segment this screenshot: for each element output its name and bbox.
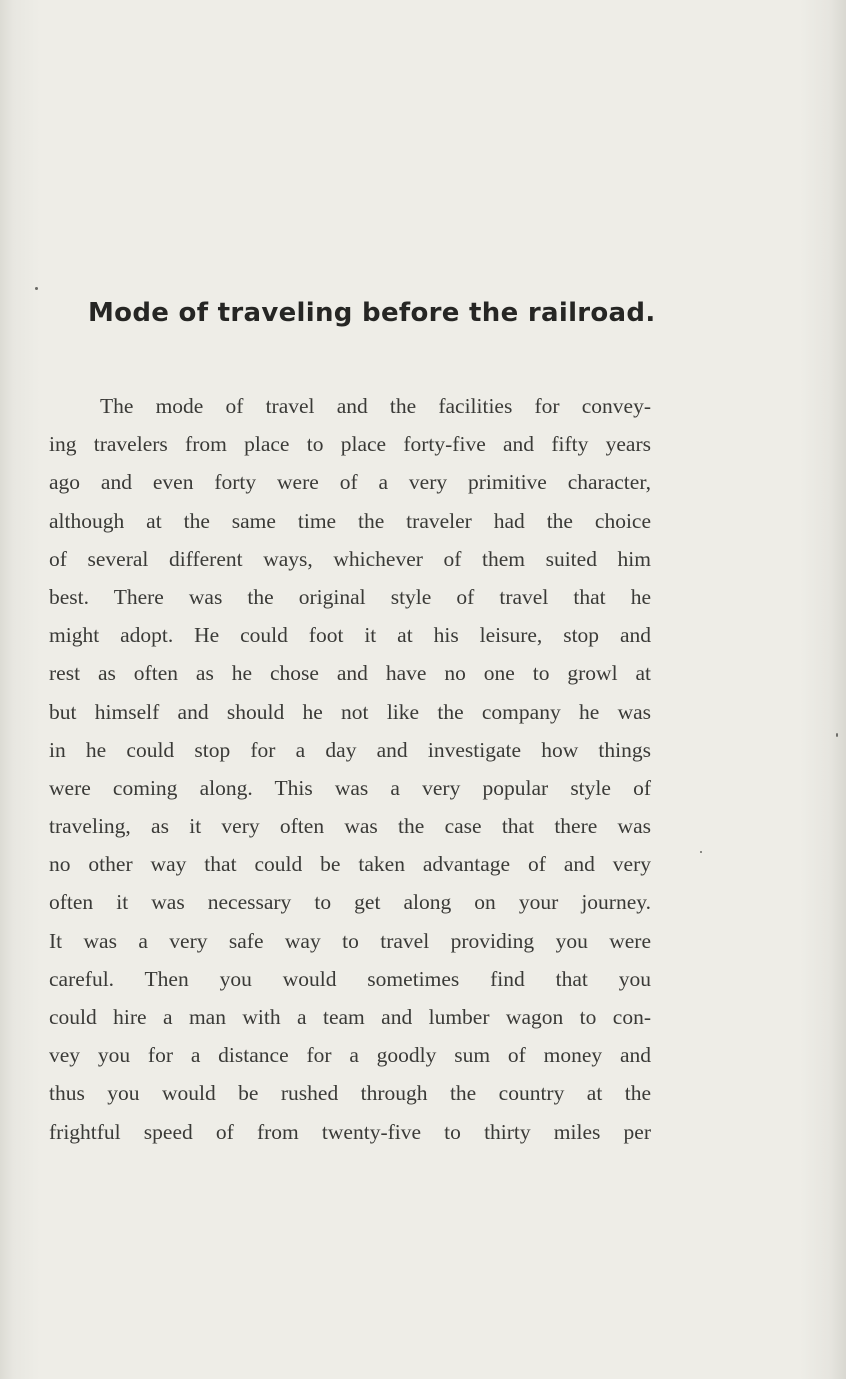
text-line: although at the same time the traveler had the choice xyxy=(49,508,651,533)
paper-speck xyxy=(35,287,38,290)
text-line: in he could stop for a day and investigate how things xyxy=(49,737,651,762)
text-line: traveling, as it very often was the case that there was xyxy=(49,814,651,839)
text-line: but himself and should he not like the company he was xyxy=(49,699,651,724)
text-line: of several different ways, whichever of them suited him xyxy=(49,546,651,571)
chapter-heading: Mode of traveling before the railroad. xyxy=(88,298,656,328)
text-line: often it was necessary to get along on your journey. xyxy=(49,890,651,915)
text-line: could hire a man with a team and lumber wagon to con- xyxy=(49,1005,651,1029)
text-line: careful. Then you would sometimes find that you xyxy=(49,966,651,991)
text-line: The mode of travel and the facilities for convey- xyxy=(100,394,651,418)
text-line: It was a very safe way to travel providing you were xyxy=(49,928,651,953)
text-line: frightful speed of from twenty-five to thirty miles per xyxy=(49,1119,651,1144)
text-line: might adopt. He could foot it at his leisure, stop and xyxy=(49,623,651,648)
text-line: rest as often as he chose and have no one to growl at xyxy=(49,661,651,686)
text-line: vey you for a distance for a goodly sum of money and xyxy=(49,1043,651,1068)
text-line: ing travelers from place to place forty-five and fifty years xyxy=(49,432,651,457)
paper-speck xyxy=(700,851,702,853)
text-line: best. There was the original style of travel that he xyxy=(49,584,651,609)
text-line: thus you would be rushed through the country at the xyxy=(49,1081,651,1106)
text-line: ago and even forty were of a very primitive character, xyxy=(49,470,651,495)
text-line: no other way that could be taken advantage of and very xyxy=(49,852,651,877)
paper-speck xyxy=(836,733,838,737)
body-paragraph xyxy=(49,387,651,1151)
text-line: were coming along. This was a very popular style of xyxy=(49,775,651,800)
